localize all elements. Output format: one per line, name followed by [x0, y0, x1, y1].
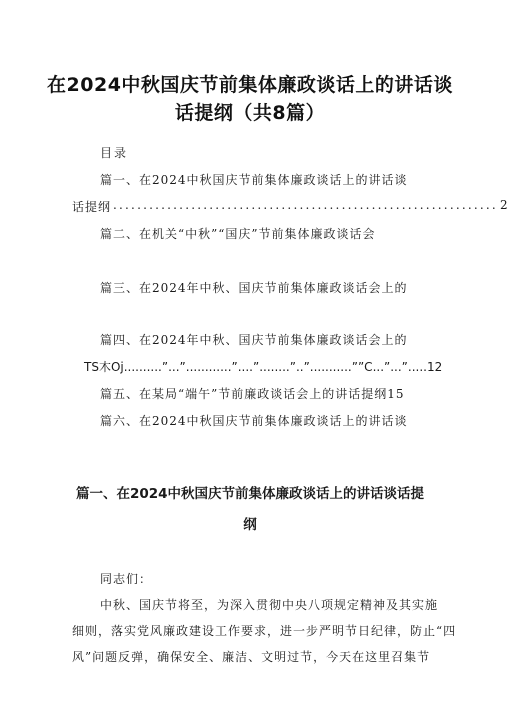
toc-entry-2[interactable]: 篇二、在机关“中秋”“国庆”节前集体廉政谈话会: [100, 227, 376, 241]
document-title-line-2: 话提纲（共8篇）: [174, 102, 326, 124]
toc-entry-1-continuation[interactable]: [72, 198, 508, 215]
body-paragraph-line-3: 风”问题反弹，确保安全、廉洁、文明过节，今天在这里召集节: [72, 650, 431, 664]
toc-entry-3[interactable]: 篇三、在2024年中秋、国庆节前集体廉政谈话会上的: [100, 281, 408, 295]
section-title-line-1: 篇一、在2024中秋国庆节前集体廉政谈话上的讲话谈话提: [75, 486, 425, 502]
document-title-line-1: 在2024中秋国庆节前集体廉政谈话上的讲话谈: [47, 74, 453, 96]
toc-leader-dots: ................................................................: [113, 198, 498, 212]
toc-page-number: 2: [499, 198, 508, 212]
body-paragraph-line-2: 细则，落实党风廉政建设工作要求，进一步严明节日纪律，防止“四: [72, 624, 457, 638]
toc-entry-4[interactable]: 篇四、在2024年中秋、国庆节前集体廉政谈话会上的: [100, 333, 408, 347]
toc-entry-1[interactable]: 篇一、在2024中秋国庆节前集体廉政谈话上的讲话谈: [100, 173, 408, 187]
toc-entry-5[interactable]: 篇五、在某局“端午”节前廉政谈话会上的讲话提纲15: [100, 387, 405, 401]
body-paragraph-line-1: 中秋、国庆节将至，为深入贯彻中央八项规定精神及其实施: [100, 598, 439, 612]
toc-entry-4-continuation: TS木Oj..........”...”............”....”........”..”...........””C...”...”.....12: [84, 360, 443, 374]
greeting: 同志们：: [100, 572, 153, 586]
toc-heading: 目录: [100, 146, 129, 160]
section-title-line-2: 纲: [243, 517, 257, 533]
toc-entry-1-text: 话提纲: [72, 200, 112, 214]
toc-entry-6[interactable]: 篇六、在2024中秋国庆节前集体廉政谈话上的讲话谈: [100, 414, 408, 428]
